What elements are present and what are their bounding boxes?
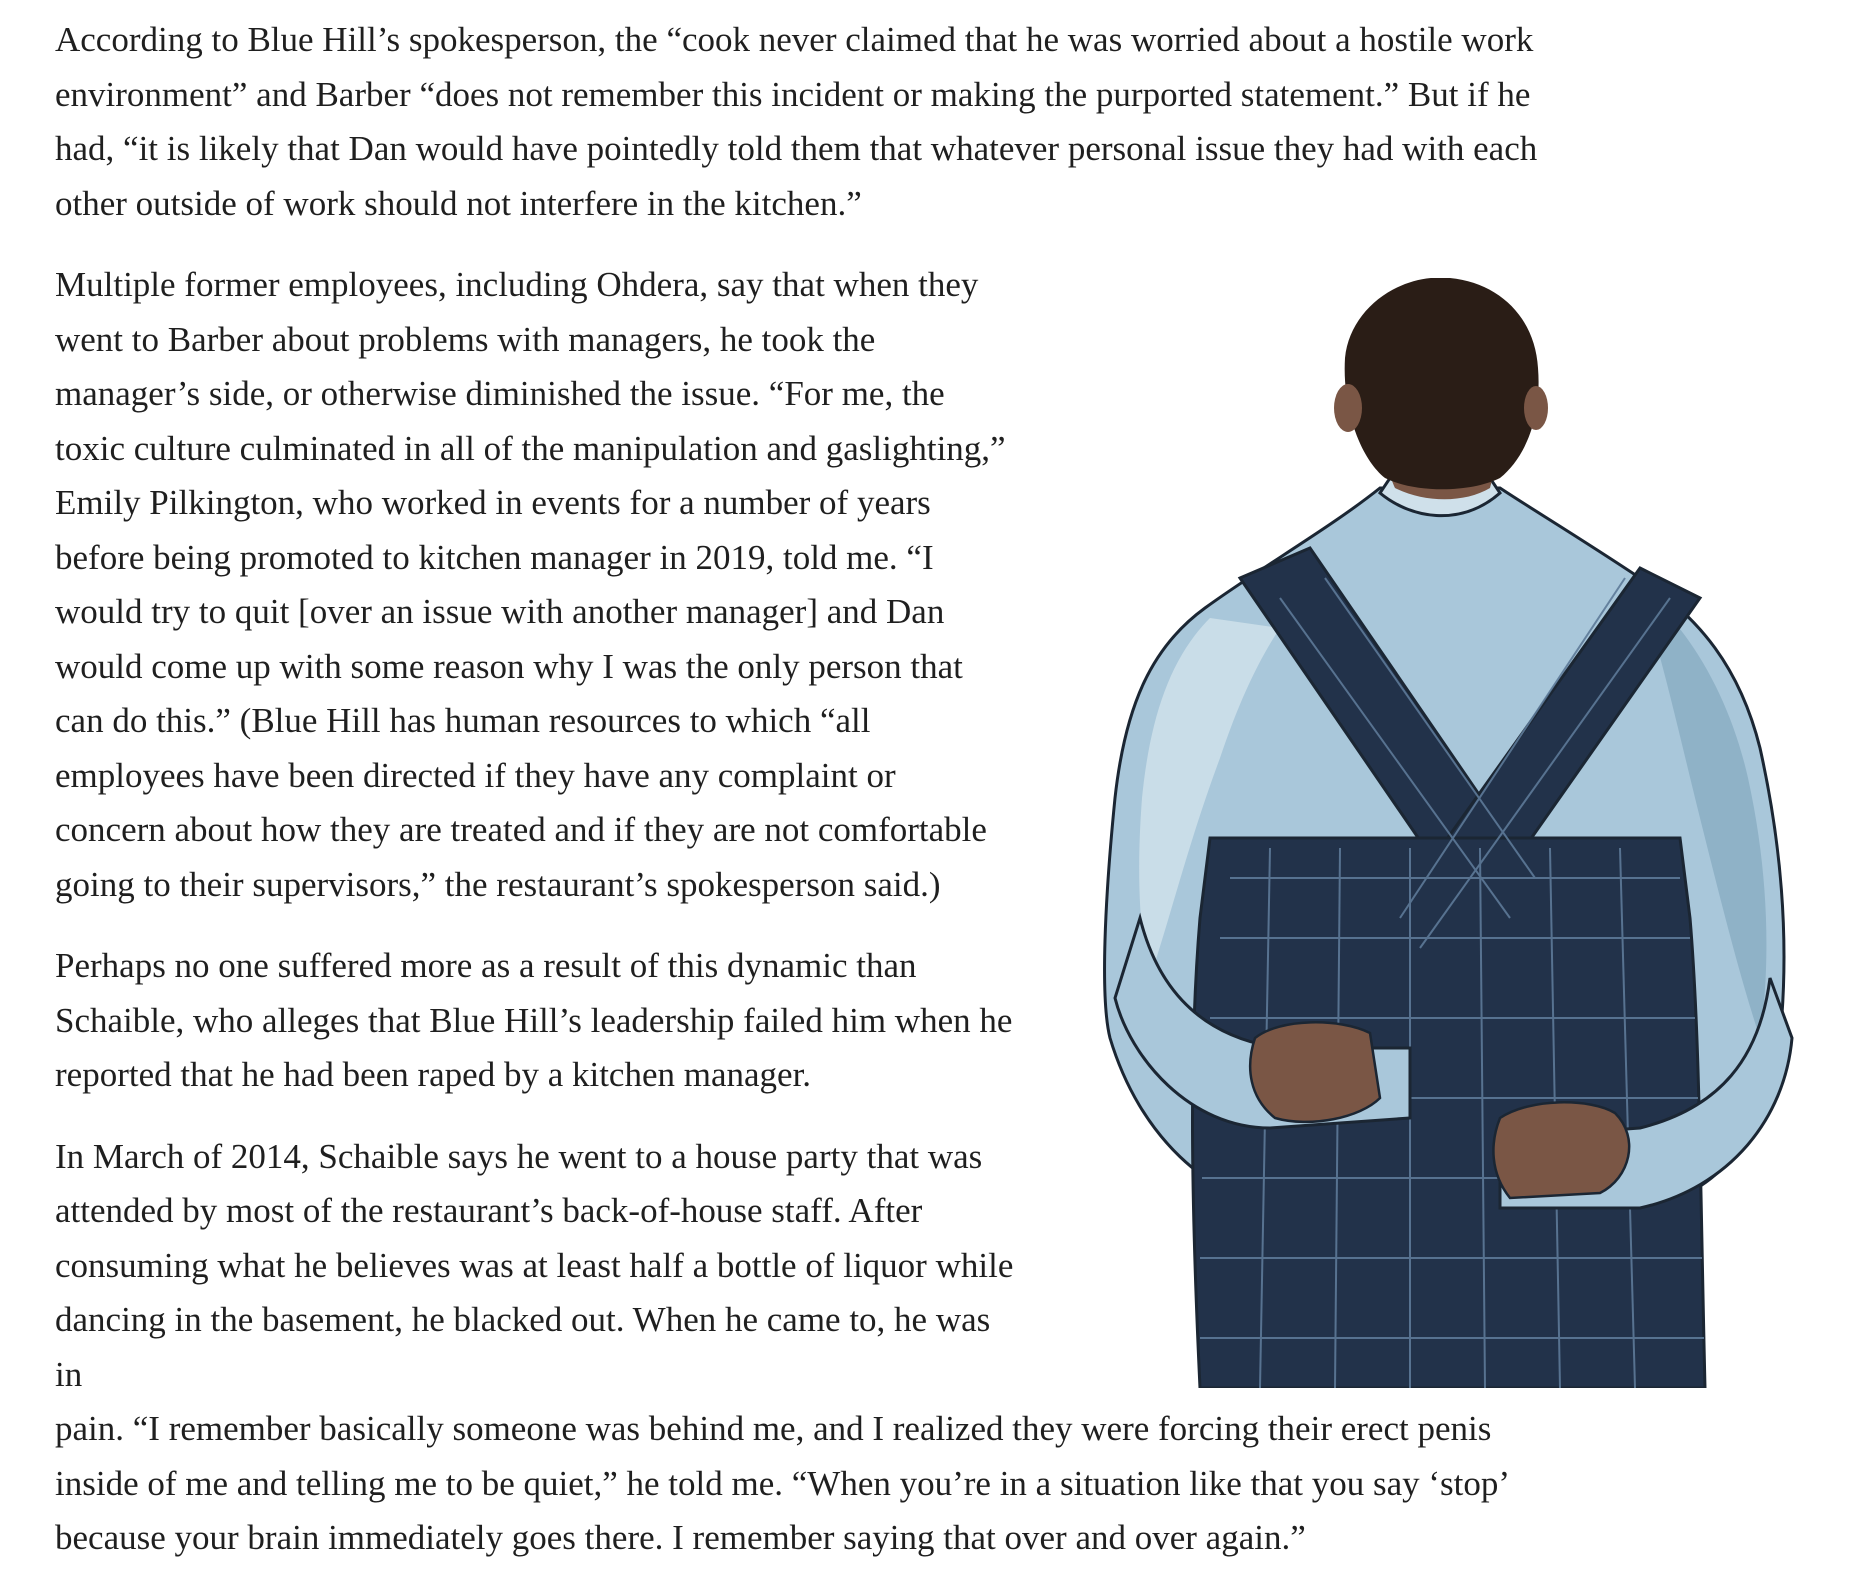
left-hand — [1250, 1022, 1380, 1122]
paragraph-1: According to Blue Hill’s spokesperson, the “cook never claimed that he was worried about a hostile work environment” and Barber “does not remember this incident or making the purported statement.” But if he had, “it is likely that Dan would have pointedly told them that whatever personal issue they had with each other outside of work should not interfere in the kitchen.” — [55, 20, 1538, 223]
paragraph-4: In March of 2014, Schaible says he went to a house party that was attended by most of the restaurant’s back-of-house staff. After consuming what he believes was at least half a bottle of liquor while dancing in the basement, he blacked out. When he came to, he was in — [55, 1136, 1014, 1394]
illustration-man-in-apron — [1080, 278, 1840, 1388]
paragraph-2: Multiple former employees, including Ohdera, say that when they went to Barber about problems with managers, he took the manager’s side, or otherwise diminished the issue. “For me, the toxic culture culminated in all of the manipulation and gaslighting,” Emily Pilkington, who worked in events for a number of years before being promoted to kitchen manager in 2019, told me. “I would try to quit [over an issue with another manager] and Dan would come up with some reason why I was the only person that can do this.” (Blue Hill has human resources to which “all employees have been directed if they have any complaint or concern about how they are treated and if they are not comfortable going to their supervisors,” the restaurant’s spokesperson said.) — [55, 265, 1006, 904]
right-hand — [1493, 1102, 1629, 1198]
paragraph-4-continued: pain. “I remember basically someone was behind me, and I realized they were forcing their erect penis inside of me and telling me to be quiet,” he told me. “When you’re in a situation like that you say ‘stop’ because your brain immediately goes there. I remember saying that over and over again.” — [55, 1409, 1508, 1557]
left-ear — [1334, 384, 1362, 432]
right-ear — [1524, 386, 1548, 430]
hair — [1345, 278, 1539, 489]
paragraph-3: Perhaps no one suffered more as a result of this dynamic than Schaible, who alleges that Blue Hill’s leadership failed him when he reported that he had been raped by a kitchen manager. — [55, 946, 1013, 1094]
